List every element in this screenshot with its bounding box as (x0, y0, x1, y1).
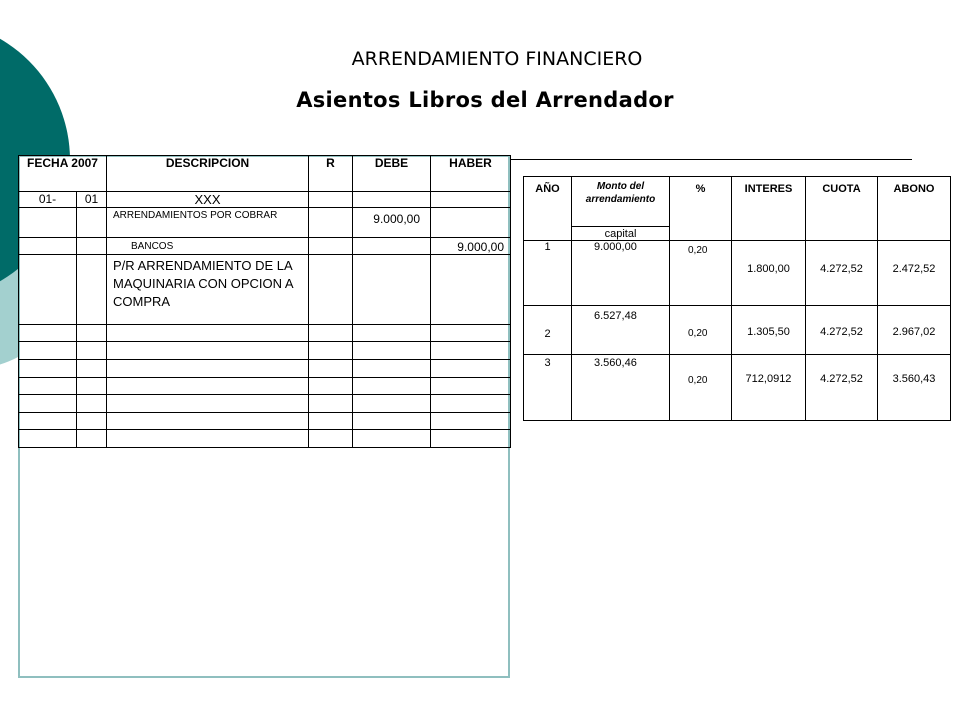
debe-cell: 9.000,00 (353, 208, 431, 238)
header-descripcion: DESCRIPCION (107, 156, 309, 192)
date-cell (19, 238, 77, 255)
haber-cell (431, 255, 511, 325)
date-cell (19, 208, 77, 238)
r-cell (309, 238, 353, 255)
pct-cell: 0,20 (670, 306, 732, 355)
table-row (19, 208, 511, 238)
header-abono: ABONO (878, 177, 951, 241)
date-cell (77, 208, 107, 238)
interes-cell: 1.800,00 (732, 241, 806, 306)
r-cell (309, 255, 353, 325)
haber-cell (431, 192, 511, 208)
table-row (524, 355, 951, 421)
table-row (19, 255, 511, 325)
pct-cell: 0,20 (670, 241, 732, 306)
table-row (524, 241, 951, 306)
pct-cell: 0,20 (670, 355, 732, 421)
date-cell: 01 (77, 192, 107, 208)
debe-cell (353, 255, 431, 325)
table-row (19, 238, 511, 255)
header-capital: capital (572, 227, 670, 241)
anio-cell: 1 (524, 241, 572, 306)
date-cell (77, 238, 107, 255)
monto-cell: 6.527,48 (572, 306, 670, 355)
table-row (19, 378, 511, 395)
header-fecha: FECHA 2007 (19, 156, 107, 192)
table-row (19, 395, 511, 413)
debe-cell (353, 192, 431, 208)
table-row (19, 413, 511, 430)
debe-cell (353, 238, 431, 255)
page-subtitle: Asientos Libros del Arrendador (296, 88, 674, 112)
r-cell (309, 208, 353, 238)
abono-cell: 2.967,02 (878, 306, 951, 355)
table-row (19, 342, 511, 360)
table-row (19, 360, 511, 378)
table-row (19, 192, 511, 208)
header-haber: HABER (431, 156, 511, 192)
page-title: ARRENDAMIENTO FINANCIERO (351, 48, 643, 70)
divider-line (510, 159, 912, 160)
date-cell (19, 255, 77, 325)
cuota-cell: 4.272,52 (806, 355, 878, 421)
header-pct: % (670, 177, 732, 241)
haber-cell (431, 208, 511, 238)
description-cell: ARRENDAMIENTOS POR COBRAR (107, 208, 309, 238)
interes-cell: 712,0912 (732, 355, 806, 421)
amortization-header-row (524, 177, 951, 227)
description-cell: XXX (107, 192, 309, 208)
table-row (524, 306, 951, 355)
table-row (19, 430, 511, 448)
r-cell (309, 192, 353, 208)
journal-header-row (19, 156, 511, 192)
monto-cell: 3.560,46 (572, 355, 670, 421)
description-cell: P/R ARRENDAMIENTO DE LA MAQUINARIA CON OPCION A COMPRA (107, 255, 309, 325)
haber-cell: 9.000,00 (431, 238, 511, 255)
interes-cell: 1.305,50 (732, 306, 806, 355)
abono-cell: 2.472,52 (878, 241, 951, 306)
header-debe: DEBE (353, 156, 431, 192)
header-r: R (309, 156, 353, 192)
date-cell (77, 255, 107, 325)
abono-cell: 3.560,43 (878, 355, 951, 421)
journal-table (18, 155, 511, 448)
header-monto: Monto del arrendamiento (572, 177, 670, 227)
date-cell: 01- (19, 192, 77, 208)
amortization-table (523, 176, 951, 421)
table-row (19, 325, 511, 342)
monto-cell: 9.000,00 (572, 241, 670, 306)
anio-cell: 2 (524, 306, 572, 355)
anio-cell: 3 (524, 355, 572, 421)
header-anio: AÑO (524, 177, 572, 241)
header-interes: INTERES (732, 177, 806, 241)
cuota-cell: 4.272,52 (806, 241, 878, 306)
description-cell: BANCOS (107, 238, 309, 255)
cuota-cell: 4.272,52 (806, 306, 878, 355)
header-cuota: CUOTA (806, 177, 878, 241)
